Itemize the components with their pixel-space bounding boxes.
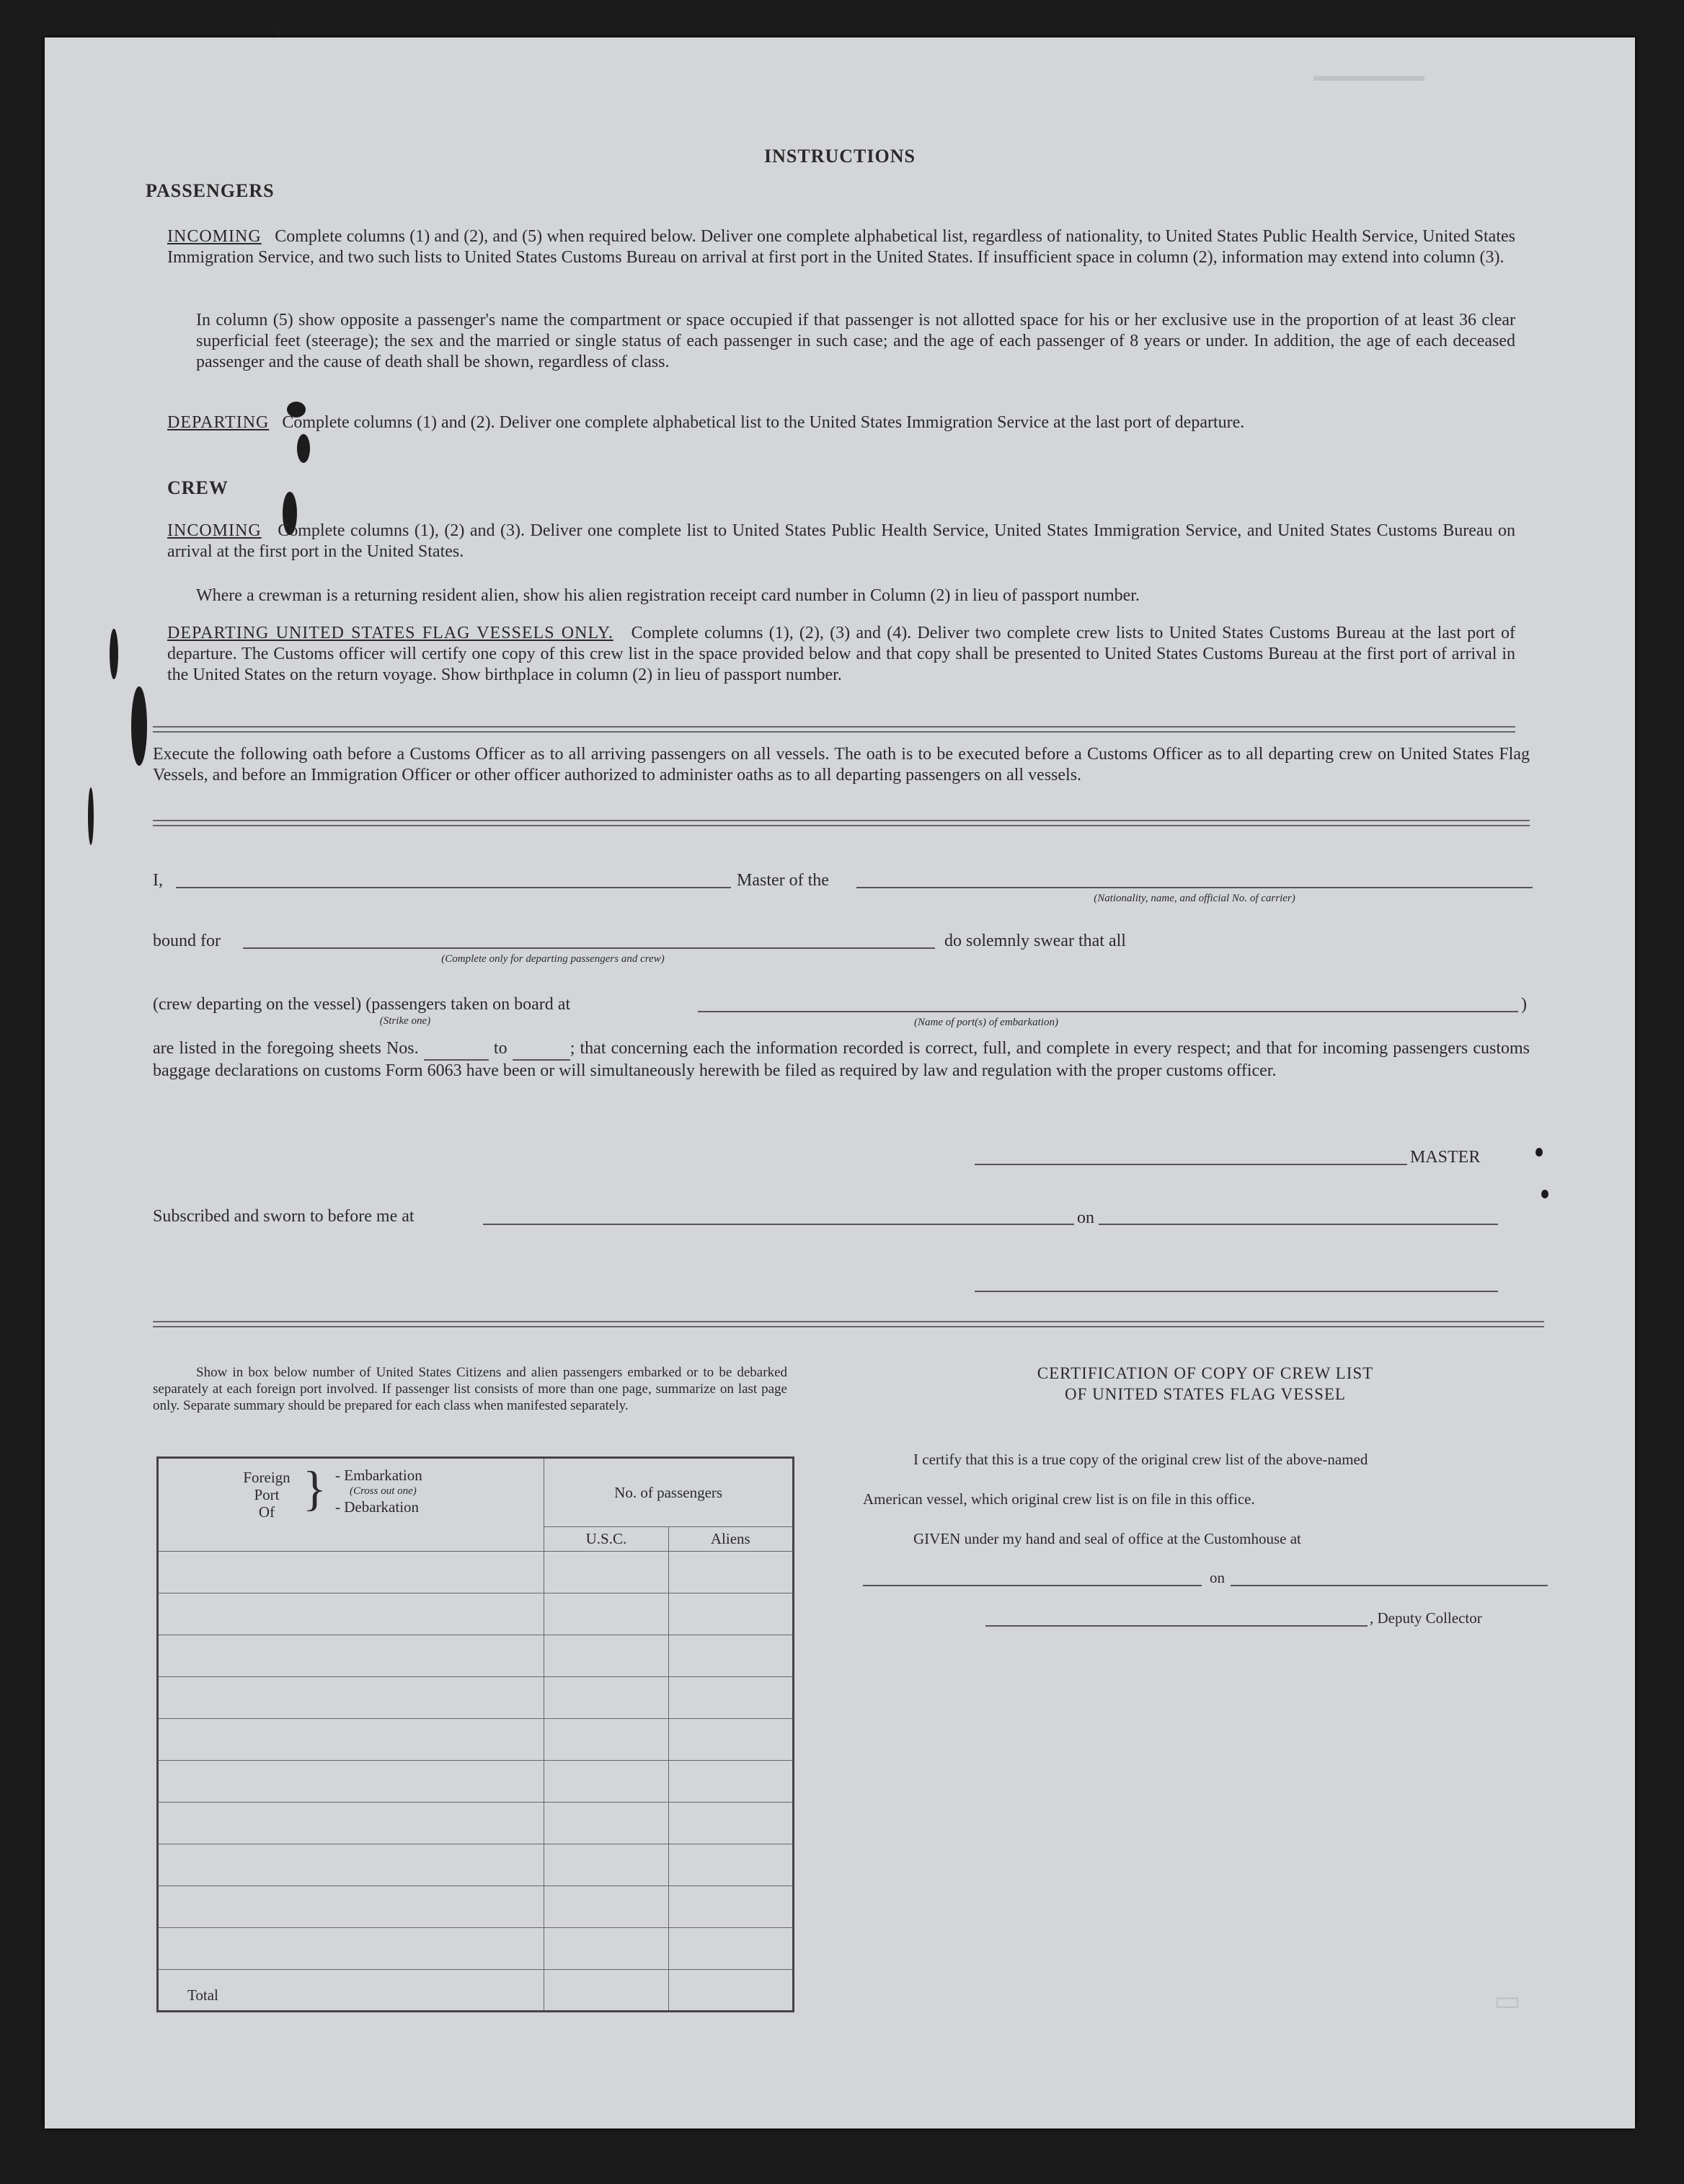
usc-cell[interactable] [544,1719,668,1761]
crew-incoming-paragraph [167,521,1515,562]
ink-stain [297,434,310,463]
no-passengers-header: No. of passengers [544,1458,794,1527]
passengers-incoming-label: INCOMING [167,227,262,246]
foreign-port-header [158,1458,544,1552]
crew-departing-paragraph [167,623,1515,686]
port-cell[interactable] [158,1593,544,1635]
passengers-departing-text: Complete columns (1) and (2). Deliver one complete alphabetical list to the United States Immigration Service at the last port of departure. [282,413,1245,432]
ink-stain [274,23,284,36]
bound-for-field[interactable] [243,947,935,949]
debarkation-label: - Debarkation [335,1498,420,1516]
port-cell[interactable] [158,1844,544,1886]
usc-cell[interactable] [544,1552,668,1593]
american-vessel-text: American vessel, which original crew list is on file in this office. [863,1490,1255,1508]
sworn-on-label: on [1077,1208,1094,1227]
bound-for-label: bound for [153,932,221,950]
port-cell[interactable] [158,1635,544,1677]
usc-header: U.S.C. [544,1527,668,1552]
master-signature-field[interactable] [975,1164,1407,1165]
carrier-field[interactable] [856,887,1533,888]
passengers-departing-paragraph [167,412,1515,433]
sheet-to-field[interactable] [513,1038,570,1061]
sheets-text-a: are listed in the foregoing sheets Nos. [153,1039,419,1058]
given-text: GIVEN under my hand and seal of office at the Customhouse at [913,1530,1301,1547]
sworn-location-field[interactable] [483,1224,1074,1225]
aliens-cell[interactable] [668,1677,793,1719]
passengers-incoming-text: Complete columns (1) and (2), and (5) when required below. Deliver one complete alphabetical list, regardless of nationality, to United States Public Health Service, United States Immigration Service, and two such lists to United States Customs Bureau on arrival at first port in the United States. If insufficient space in column (2), information may extend into column (3). [167,227,1515,267]
officer-signature-field[interactable] [975,1291,1498,1292]
certification-title-line2: OF UNITED STATES FLAG VESSEL [1065,1385,1346,1403]
page-title: INSTRUCTIONS [764,146,916,167]
sheets-paragraph [153,1038,1530,1082]
crew-incoming-text: Complete columns (1), (2) and (3). Deliver one complete list to United States Public Health Service, United States Immigration Service, and United States Customs Bureau on arrival at the first port in the United States. [167,521,1516,561]
deputy-collector-label: , Deputy Collector [1370,1609,1482,1627]
port-cell[interactable] [158,1552,544,1593]
sheet-from-field[interactable] [424,1038,489,1061]
sworn-date-field[interactable] [1099,1224,1498,1225]
certification-title-line1: CERTIFICATION OF COPY OF CREW LIST [1037,1364,1374,1382]
port-caption: (Name of port(s) of embarkation) [914,1017,1058,1028]
port-cell[interactable] [158,1803,544,1844]
brace-icon: } [303,1461,327,1516]
document-page [45,37,1635,2128]
certify-text: I certify that this is a true copy of the original crew list of the above-named [913,1451,1368,1468]
oath-intro: Execute the following oath before a Customs Officer as to all arriving passengers on all vessels. The oath is to be executed before a Customs Officer as to all departing crew on United States Flag Vessels, and before an Immigration Officer or other officer authorized to administer oaths as to all departing passengers on all vessels. [153,745,1530,784]
passengers-incoming-paragraph [167,226,1515,268]
embarkation-label: - Embarkation [335,1467,422,1484]
crew-resident-paragraph: Where a crewman is a returning resident alien, show his alien registration receipt card number in Column (2) in lieu of passport number. [196,586,1140,605]
master-name-field[interactable] [176,887,731,888]
aliens-cell[interactable] [668,1635,793,1677]
bleed-through-mark: ▬▬▬▬▬▬▬ [1313,66,1424,84]
certification-date-field[interactable] [1231,1585,1548,1586]
aliens-cell[interactable] [668,1928,793,1970]
usc-cell[interactable] [544,1928,668,1970]
column5-paragraph: In column (5) show opposite a passenger's name the compartment or space occupied if that passenger is not allotted space for his or her exclusive use in the proportion of at least 36 clear superficial feet (steerage); the sex and the married or single status of each passenger in such case; and the age of each passenger of 8 years or under. In addition, the age of each deceased passenger and the cause of death shall be shown, regardless of class. [196,311,1515,371]
passengers-departing-label: DEPARTING [167,413,270,432]
ink-stain [110,629,118,679]
aliens-cell[interactable] [668,1593,793,1635]
swear-text: do solemnly swear that all [944,932,1126,950]
passengers-heading: PASSENGERS [146,180,275,201]
aliens-cell[interactable] [668,1844,793,1886]
port-cell[interactable] [158,1677,544,1719]
crew-departing-label: DEPARTING UNITED STATES FLAG VESSELS ONLY. [167,624,613,642]
section-divider [153,726,1515,733]
summary-instructions: Show in box below number of United States Citizens and alien passengers embarked or to be debarked separately at each foreign port involved. If passenger list consists of more than one page, summarize on last page only. Separate summary should be prepared for each class when manifested separately. [153,1365,787,1413]
total-label: Total [158,1970,544,2012]
deputy-collector-signature-field[interactable] [985,1625,1368,1627]
ink-stain [1541,1190,1548,1198]
usc-cell[interactable] [544,1635,668,1677]
of-label: Of [258,1503,275,1521]
port-cell[interactable] [158,1928,544,1970]
master-label: MASTER [1410,1148,1481,1167]
usc-cell[interactable] [544,1677,668,1719]
carrier-caption: (Nationality, name, and official No. of carrier) [1094,893,1295,904]
crew-incoming-label: INCOMING [167,521,262,540]
certification-title [895,1363,1515,1405]
aliens-header: Aliens [668,1527,793,1552]
section-divider [153,1321,1544,1327]
cross-out-label: (Cross out one) [350,1485,417,1497]
bound-for-caption: (Complete only for departing passengers and crew) [441,953,665,965]
port-cell[interactable] [158,1719,544,1761]
aliens-cell[interactable] [668,1803,793,1844]
bleed-through-mark: ▭ [1494,1985,1521,2017]
aliens-cell[interactable] [668,1761,793,1803]
certification-on-label: on [1210,1569,1225,1586]
usc-total-cell[interactable] [544,1970,668,2012]
port-cell[interactable] [158,1761,544,1803]
crew-departing-text: Complete columns (1), (2), (3) and (4). Deliver two complete crew lists to United States Customs Bureau at the last port of departure. The Customs officer will certify one copy of this crew list in the space provided below and that copy shall be presented to United States Customs Bureau at the first port of arrival in the United States on the return voyage. Show birthplace in column (2) in lieu of passport number. [167,624,1516,684]
passenger-summary-table [156,1456,794,2012]
crew-heading: CREW [167,477,229,498]
customhouse-field[interactable] [863,1585,1202,1586]
aliens-cell[interactable] [668,1886,793,1928]
ink-stain [131,686,147,766]
usc-cell[interactable] [544,1803,668,1844]
port-cell[interactable] [158,1886,544,1928]
usc-cell[interactable] [544,1844,668,1886]
aliens-total-cell[interactable] [668,1970,793,2012]
ink-stain [88,787,94,845]
port-label: Port [254,1486,280,1503]
ink-stain [1535,1148,1543,1157]
embarkation-port-field[interactable] [698,1011,1518,1012]
crew-departing-text: (crew departing on the vessel) (passengers taken on board at [153,995,571,1014]
master-of-the-label: Master of the [737,871,829,890]
usc-cell[interactable] [544,1886,668,1928]
sheets-text-b: ; that concerning each the information recorded is correct, full, and complete in every respect; and that for incoming passengers customs baggage declarations on customs Form 6063 have been or will simultaneously herewith be filed as required by law and regulation with the proper customs officer. [153,1039,1530,1080]
close-paren: ) [1521,995,1527,1014]
oath-i-label: I, [153,871,163,890]
aliens-cell[interactable] [668,1719,793,1761]
usc-cell[interactable] [544,1761,668,1803]
section-divider [153,820,1530,826]
usc-cell[interactable] [544,1593,668,1635]
sheets-to-label: to [493,1039,508,1058]
aliens-cell[interactable] [668,1552,793,1593]
subscribed-label: Subscribed and sworn to before me at [153,1207,415,1226]
foreign-label: Foreign [243,1469,291,1486]
strike-one-caption: (Strike one) [379,1015,431,1027]
